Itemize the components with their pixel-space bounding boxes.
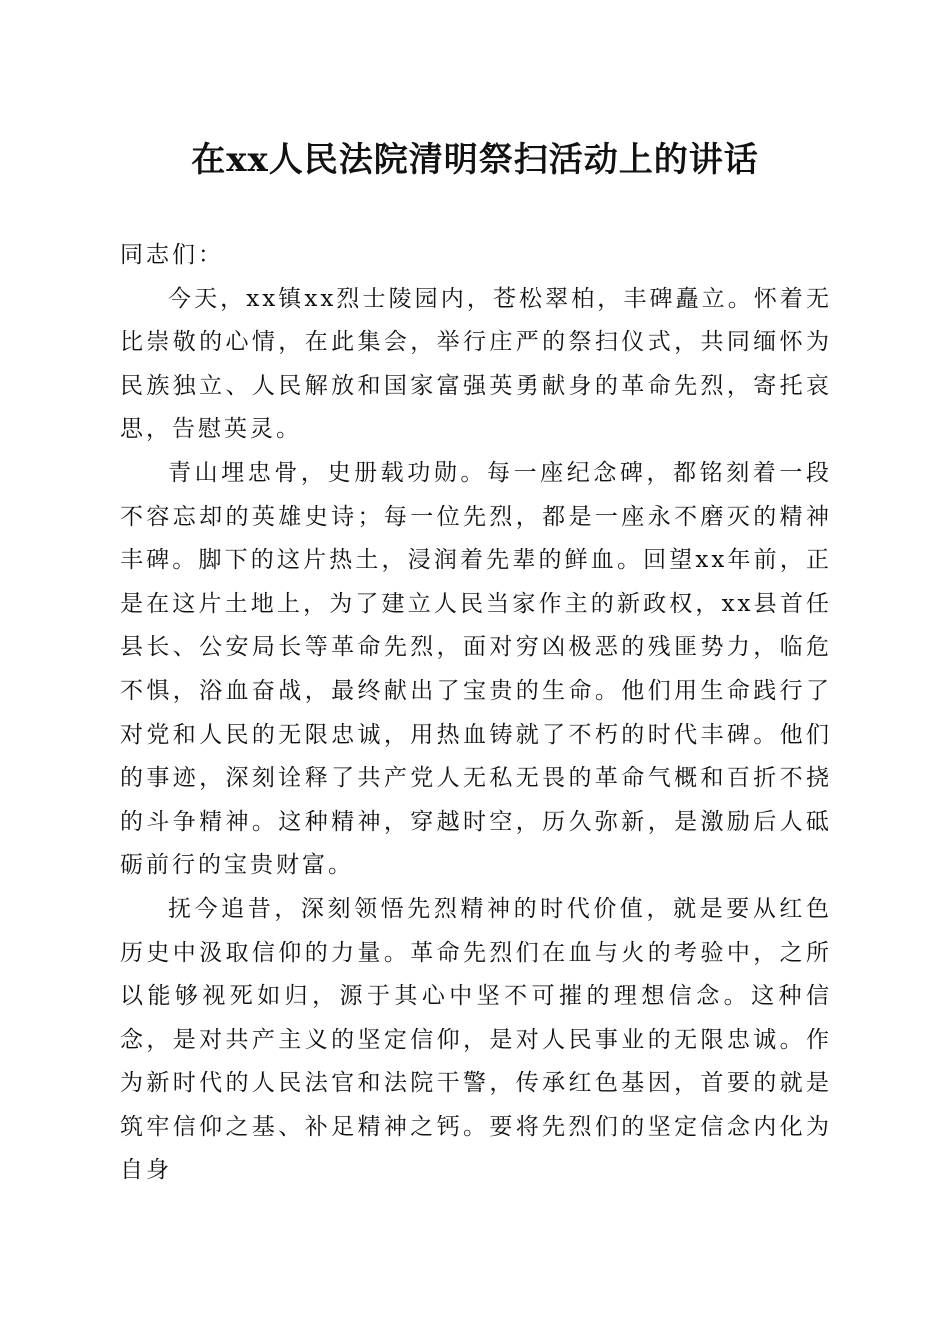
document-body: [120, 234, 832, 1193]
paragraph-3: 抚今追昔，深刻领悟先烈精神的时代价值，就是要从红色历史中汲取信仰的力量。革命先烈们在血与火的考验中，之所以能够视死如归，源于其心中坚不可摧的理想信念。这种信念，是对共产主义的坚定信仰，是对人民事业的无限忠诚。作为新时代的人民法官和法院干警，传承红色基因，首要的就是筑牢信仰之基、补足精神之钙。要将先烈们的坚定信念内化为自身: [120, 895, 832, 1184]
salutation: 同志们：: [120, 242, 224, 268]
paragraph-2: 青山埋忠骨，史册载功勋。每一座纪念碑，都铭刻着一段不容忘却的英雄史诗；每一位先烈，都是一座永不磨灭的精神丰碑。脚下的这片热土，浸润着先辈的鲜血。回望xx年前，正是在这片土地上，为了建立人民当家作主的新政权，xx县首任县长、公安局长等革命先烈，面对穷凶极恶的残匪势力，临危不惧，浴血奋战，最终献出了宝贵的生命。他们用生命践行了对党和人民的无限忠诚，用热血铸就了不朽的时代丰碑。他们的事迹，深刻诠释了共产党人无私无畏的革命气概和百折不挠的斗争精神。这种精神，穿越时空，历久弥新，是激励后人砥砺前行的宝贵财富。: [120, 459, 832, 879]
document-title: 在xx人民法院清明祭扫活动上的讲话: [191, 140, 759, 180]
paragraph-1: 今天，xx镇xx烈士陵园内，苍松翠柏，丰碑矗立。怀着无比崇敬的心情，在此集会，举行庄严的祭扫仪式，共同缅怀为民族独立、人民解放和国家富强英勇献身的革命先烈，寄托哀思，告慰英灵。: [120, 285, 832, 443]
